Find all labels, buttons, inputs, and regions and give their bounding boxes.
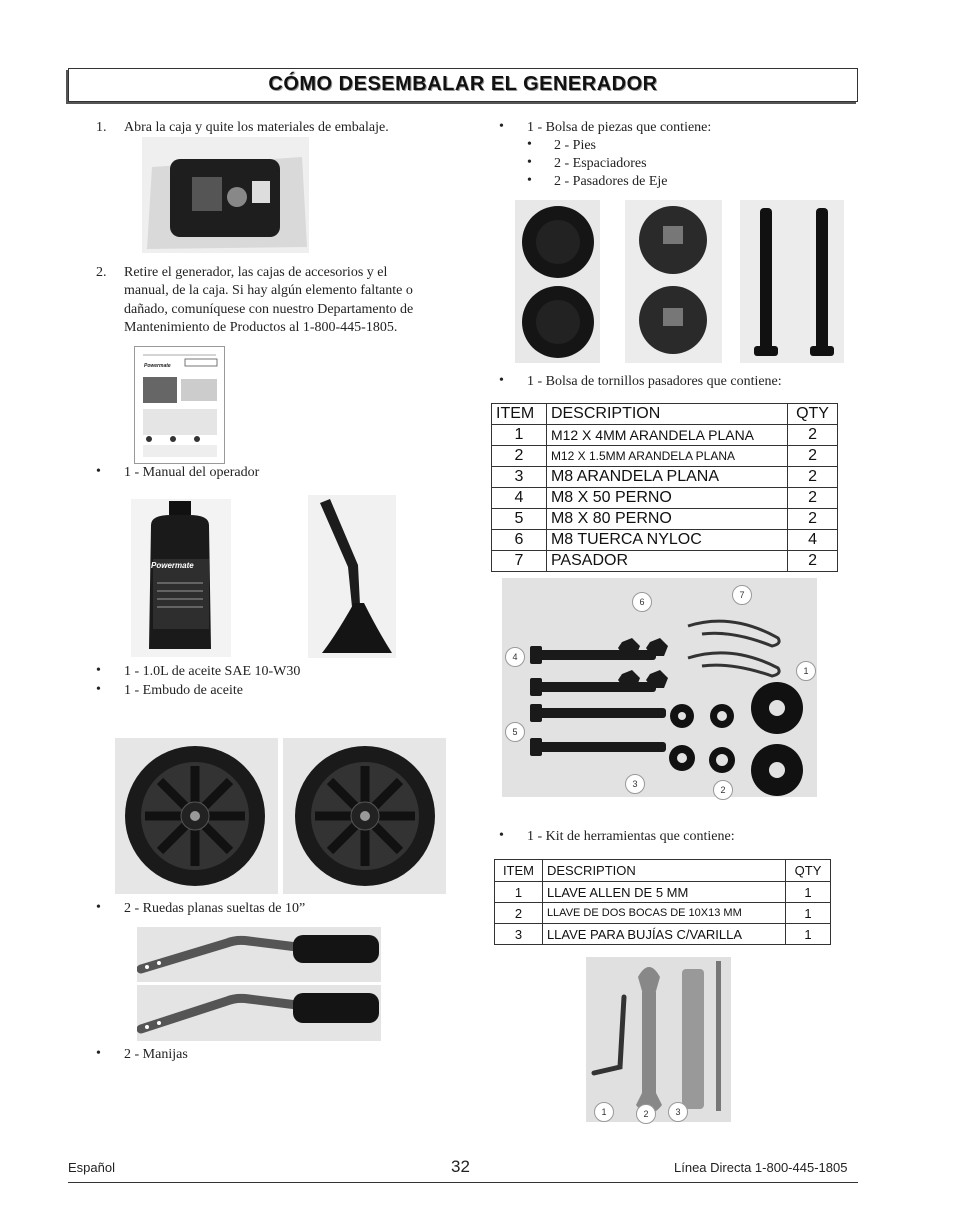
table-row bbox=[495, 924, 831, 945]
footer-hotline: Línea Directa 1-800-445-1805 bbox=[674, 1160, 848, 1175]
item-cell: 4 bbox=[492, 488, 547, 509]
tool-kit-text: 1 - Kit de herramientas que contiene: bbox=[527, 829, 735, 844]
description-cell: M8 TUERCA NYLOC bbox=[546, 530, 787, 551]
description-cell: LLAVE PARA BUJÍAS C/VARILLA bbox=[542, 924, 785, 945]
generator-in-box-photo bbox=[142, 137, 309, 253]
bottle-brand: Powermate bbox=[151, 561, 194, 570]
bullet-dot: • bbox=[499, 119, 504, 134]
bullet-oil: 1 - 1.0L de aceite SAE 10-W30 bbox=[124, 664, 301, 679]
bullet-funnel: 1 - Embudo de aceite bbox=[124, 683, 243, 698]
bullet-dot: • bbox=[96, 682, 101, 697]
wheel-photo-2 bbox=[283, 738, 446, 894]
bolt-bag-table bbox=[491, 403, 838, 572]
table-row bbox=[492, 467, 838, 488]
bullet-dot: • bbox=[96, 1046, 101, 1061]
table-row bbox=[495, 882, 831, 903]
qty-cell: 1 bbox=[786, 924, 831, 945]
item-cell: 6 bbox=[492, 530, 547, 551]
qty-cell: 1 bbox=[786, 882, 831, 903]
header-description: DESCRIPTION bbox=[542, 860, 785, 882]
footer-rule bbox=[68, 1182, 858, 1183]
callout-tool-2: 2 bbox=[636, 1104, 656, 1124]
tools-photo bbox=[586, 957, 731, 1122]
operator-manual-image bbox=[134, 346, 225, 464]
item-cell: 3 bbox=[492, 467, 547, 488]
header-item: ITEM bbox=[492, 404, 547, 425]
footer-language: Español bbox=[68, 1160, 115, 1175]
step2-line-1: Retire el generador, las cajas de accesorios y el bbox=[124, 265, 388, 280]
table-row bbox=[492, 551, 838, 572]
qty-cell: 4 bbox=[788, 530, 838, 551]
axle-pins-photo bbox=[740, 200, 844, 363]
handle-photo-2 bbox=[137, 985, 381, 1041]
table-row bbox=[495, 903, 831, 924]
step1-number: 1. bbox=[96, 120, 107, 135]
callout-5: 5 bbox=[505, 722, 525, 742]
oil-bottle-photo bbox=[131, 499, 231, 657]
feet-photo bbox=[515, 200, 600, 363]
description-cell: LLAVE DE DOS BOCAS DE 10X13 MM bbox=[542, 903, 785, 924]
bullet-dot: • bbox=[527, 173, 532, 188]
qty-cell: 2 bbox=[788, 425, 838, 446]
item-cell: 7 bbox=[492, 551, 547, 572]
sub-item-spacers: 2 - Espaciadores bbox=[554, 156, 647, 171]
item-cell: 2 bbox=[495, 903, 543, 924]
bullet-dot: • bbox=[527, 137, 532, 152]
wheel-photo-1 bbox=[115, 738, 278, 894]
tool-kit-table bbox=[494, 859, 831, 945]
qty-cell: 2 bbox=[788, 467, 838, 488]
qty-cell: 2 bbox=[788, 509, 838, 530]
qty-cell: 2 bbox=[788, 551, 838, 572]
manual-brand: Powermate bbox=[144, 363, 171, 369]
handle-photo-1 bbox=[137, 927, 381, 982]
table-row bbox=[492, 509, 838, 530]
bag-bolts-text: 1 - Bolsa de tornillos pasadores que contiene: bbox=[527, 374, 782, 389]
step2-line-2: manual, de la caja. Si hay algún elemento faltante o bbox=[124, 283, 413, 298]
callout-3: 3 bbox=[625, 774, 645, 794]
description-cell: M12 X 1.5MM ARANDELA PLANA bbox=[546, 446, 787, 467]
callout-tool-3: 3 bbox=[668, 1102, 688, 1122]
callout-7: 7 bbox=[732, 585, 752, 605]
qty-cell: 2 bbox=[788, 446, 838, 467]
table-row bbox=[492, 488, 838, 509]
callout-4: 4 bbox=[505, 647, 525, 667]
qty-cell: 2 bbox=[788, 488, 838, 509]
header-item: ITEM bbox=[495, 860, 543, 882]
callout-6: 6 bbox=[632, 592, 652, 612]
bullet-manual: 1 - Manual del operador bbox=[124, 465, 260, 480]
callout-tool-1: 1 bbox=[594, 1102, 614, 1122]
item-cell: 1 bbox=[492, 425, 547, 446]
item-cell: 5 bbox=[492, 509, 547, 530]
bullet-wheels: 2 - Ruedas planas sueltas de 10” bbox=[124, 901, 306, 916]
step2-number: 2. bbox=[96, 265, 107, 280]
bullet-dot: • bbox=[499, 373, 504, 388]
item-cell: 1 bbox=[495, 882, 543, 903]
step1-text: Abra la caja y quite los materiales de embalaje. bbox=[124, 120, 389, 135]
bullet-dot: • bbox=[499, 828, 504, 843]
callout-2: 2 bbox=[713, 780, 733, 800]
spacers-photo bbox=[625, 200, 722, 363]
header-qty: QTY bbox=[788, 404, 838, 425]
oil-funnel-photo bbox=[308, 495, 396, 658]
sub-item-feet: 2 - Pies bbox=[554, 138, 596, 153]
item-cell: 3 bbox=[495, 924, 543, 945]
table-row bbox=[492, 530, 838, 551]
description-cell: M8 X 80 PERNO bbox=[546, 509, 787, 530]
bullet-dot: • bbox=[96, 464, 101, 479]
bullet-dot: • bbox=[96, 663, 101, 678]
bullet-handles: 2 - Manijas bbox=[124, 1047, 188, 1062]
sub-item-axle-pins: 2 - Pasadores de Eje bbox=[554, 174, 668, 189]
callout-1: 1 bbox=[796, 661, 816, 681]
page-title: CÓMO DESEMBALAR EL GENERADOR bbox=[268, 73, 658, 95]
header-qty: QTY bbox=[786, 860, 831, 882]
qty-cell: 1 bbox=[786, 903, 831, 924]
step2-line-4: Mantenimiento de Productos al 1-800-445-1805. bbox=[124, 320, 398, 335]
description-cell: M8 X 50 PERNO bbox=[546, 488, 787, 509]
table-row bbox=[492, 446, 838, 467]
description-cell: PASADOR bbox=[546, 551, 787, 572]
bullet-dot: • bbox=[527, 155, 532, 170]
table-header-row bbox=[495, 860, 831, 882]
step2-line-3: dañado, comuníquese con nuestro Departamento de bbox=[124, 302, 414, 317]
hardware-photo bbox=[502, 578, 817, 797]
title-box bbox=[68, 68, 858, 102]
header-description: DESCRIPTION bbox=[546, 404, 787, 425]
description-cell: M12 X 4MM ARANDELA PLANA bbox=[546, 425, 787, 446]
bullet-dot: • bbox=[96, 900, 101, 915]
description-cell: M8 ARANDELA PLANA bbox=[546, 467, 787, 488]
table-header-row bbox=[492, 404, 838, 425]
bag-parts-text: 1 - Bolsa de piezas que contiene: bbox=[527, 120, 712, 135]
page-number: 32 bbox=[451, 1157, 470, 1176]
item-cell: 2 bbox=[492, 446, 547, 467]
table-row bbox=[492, 425, 838, 446]
description-cell: LLAVE ALLEN DE 5 MM bbox=[542, 882, 785, 903]
